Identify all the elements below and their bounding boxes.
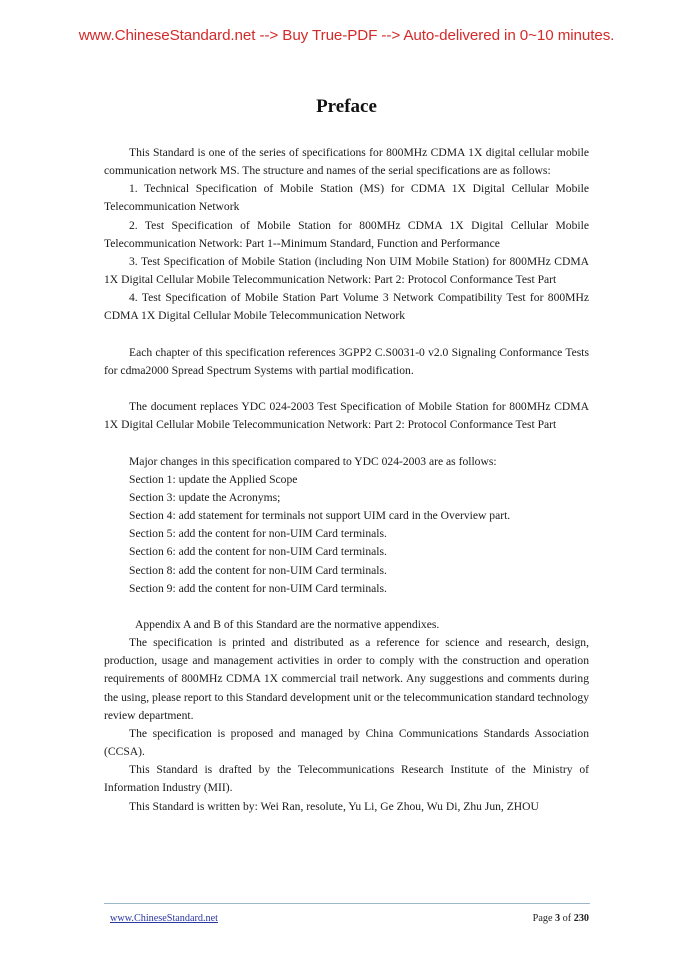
- page-number: [533, 913, 589, 924]
- change-item: Section 8: add the content for non-UIM Card terminals.: [129, 563, 387, 577]
- series-item-3: 3. Test Specification of Mobile Station (including Non UIM Mobile Station) for 800MHz CDMA 1X Digital Cellular Mobile Telecommunication Network: Part 2: Protocol Conformance Test Part: [104, 254, 589, 287]
- distribution-paragraph: The specification is printed and distributed as a reference for science and research, design, production, usage and management activities in order to comply with the construction and operation requirements of 800MHz CDMA 1X commercial trail network. Any suggestions and comments during the using, please report to this Standard development unit or the telecommunication standard technology review department.: [104, 636, 589, 722]
- change-item: Section 9: add the content for non-UIM Card terminals.: [129, 581, 387, 595]
- page-title: Preface: [316, 96, 377, 117]
- footer-divider: [104, 903, 590, 904]
- page-total: 230: [573, 913, 589, 924]
- changes-intro: Major changes in this specification compared to YDC 024-2003 are as follows:: [129, 454, 497, 468]
- proposed-by-paragraph: The specification is proposed and managed by China Communications Standards Association (CCSA).: [104, 726, 589, 759]
- intro-paragraph: This Standard is one of the series of specifications for 800MHz CDMA 1X digital cellular mobile communication network MS. The structure and names of the serial specifications are as follows:: [104, 146, 589, 178]
- document-body: [104, 144, 589, 816]
- change-item: Section 4: add statement for terminals not support UIM card in the Overview part.: [129, 509, 511, 523]
- changes-list: [104, 471, 589, 598]
- change-item: Section 3: update the Acronyms;: [129, 490, 281, 504]
- page-of: of: [562, 913, 572, 924]
- series-item-2: 2. Test Specification of Mobile Station for 800MHz CDMA 1X Digital Cellular Mobile Telecommunication Network: Part 1--Minimum Standard, Function and Performance: [104, 218, 589, 250]
- series-item-1: 1. Technical Specification of Mobile Station (MS) for CDMA 1X Digital Cellular Mobile Telecommunication Network: [104, 182, 589, 214]
- promo-banner-link[interactable]: www.ChineseStandard.net --> Buy True-PDF --> Auto-delivered in 0~10 minutes.: [78, 27, 615, 44]
- series-item-4: 4. Test Specification of Mobile Station Part Volume 3 Network Compatibility Test for 800MHz CDMA 1X Digital Cellular Mobile Telecommunication Network: [104, 291, 589, 323]
- drafted-by-paragraph: This Standard is drafted by the Telecommunications Research Institute of the Ministry of Information Industry (MII).: [104, 763, 589, 795]
- references-paragraph: Each chapter of this specification references 3GPP2 C.S0031-0 v2.0 Signaling Conformance Tests for cdma2000 Spread Spectrum Systems with partial modification.: [104, 345, 589, 377]
- page-label: Page: [532, 913, 553, 924]
- written-by-paragraph: This Standard is written by: Wei Ran, resolute, Yu Li, Ge Zhou, Wu Di, Zhu Jun, ZHOU: [129, 799, 539, 813]
- change-item: Section 1: update the Applied Scope: [129, 472, 298, 486]
- replaces-paragraph: The document replaces YDC 024-2003 Test Specification of Mobile Station for 800MHz CDMA 1X Digital Cellular Mobile Telecommunication Network: Part 2: Protocol Conformance Test Part: [104, 400, 589, 432]
- change-item: Section 5: add the content for non-UIM Card terminals.: [129, 527, 387, 541]
- change-item: Section 6: add the content for non-UIM Card terminals.: [129, 545, 387, 559]
- page-current: 3: [555, 913, 561, 924]
- footer-site-link[interactable]: www.ChineseStandard.net: [110, 913, 218, 924]
- appendix-paragraph: Appendix A and B of this Standard are the normative appendixes.: [135, 618, 440, 631]
